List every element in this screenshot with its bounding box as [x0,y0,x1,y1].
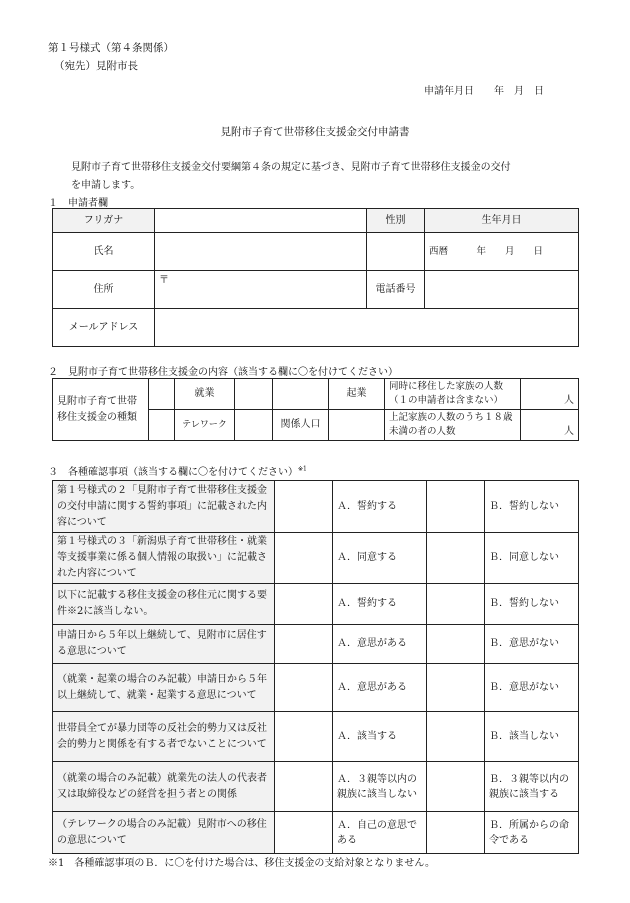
under18-label: 上記家族の人数のうち１８歳未満の者の人数 [385,410,521,441]
confirm-a-check[interactable] [275,584,333,625]
relation-check[interactable] [235,410,273,441]
confirmation-table [52,480,579,854]
confirm-a-check[interactable] [275,481,333,533]
email-field[interactable] [155,309,579,347]
confirm-a-check[interactable] [275,762,333,812]
family-count-unit[interactable]: 人 [521,379,579,410]
confirm-a-check[interactable] [275,625,333,664]
telework-label: テレワーク [175,410,235,441]
section1-heading: １ 申請者欄 [48,198,108,209]
confirm-item: 世帯員全てが暴力団等の反社会的勢力又は反社会的勢力と関係を有する者でないことについて [53,712,275,762]
addressee: （宛先）見附市長 [54,60,138,72]
form-number: 第１号様式（第４条関係） [48,42,174,54]
confirm-row [53,481,579,533]
address-label: 住所 [53,271,155,309]
confirm-item: （就業・起業の場合のみ記載）申請日から５年以上継続して、就業・起業する意思について [53,664,275,712]
confirm-b-label: Ｂ．３親等以内の親族に該当する [485,762,579,812]
confirm-item: 以下に記載する移住支援金の移住元に関する要件※2に該当しない。 [53,584,275,625]
confirm-a-label: Ａ．該当する [333,712,427,762]
confirm-item: 申請日から５年以上継続して、見附市に居住する意思について [53,625,275,664]
confirm-a-check[interactable] [275,533,333,584]
confirm-b-label: Ｂ．意思がない [485,625,579,664]
birth-label: 生年月日 [425,209,579,233]
confirm-a-label: Ａ．意思がある [333,625,427,664]
confirm-a-label: Ａ．誓約する [333,481,427,533]
confirm-b-check[interactable] [427,762,485,812]
support-type-table [52,378,579,441]
confirm-b-label: Ｂ．意思がない [485,664,579,712]
confirm-a-label: Ａ．同意する [333,533,427,584]
confirm-row [53,584,579,625]
confirm-b-check[interactable] [427,712,485,762]
confirm-b-check[interactable] [427,481,485,533]
confirm-a-label: Ａ．意思がある [333,664,427,712]
confirm-item: （テレワークの場合のみ記載）見附市への移住の意思について [53,812,275,854]
confirm-b-label: Ｂ．所属からの命令である [485,812,579,854]
intro-line-2: を申請します。 [71,180,141,191]
confirm-row [53,712,579,762]
confirm-item: 第１号様式の２「見附市子育て世帯移住支援金の交付申請に関する誓約事項」に記載された内容について [53,481,275,533]
confirm-a-check[interactable] [275,812,333,854]
confirm-row [53,664,579,712]
applicant-table [52,208,579,347]
furigana-field[interactable] [155,209,367,233]
confirm-b-check[interactable] [427,533,485,584]
confirm-a-label: Ａ．自己の意思である [333,812,427,854]
address-field[interactable] [155,271,367,309]
confirm-b-check[interactable] [427,584,485,625]
confirm-b-check[interactable] [427,625,485,664]
employment-label: 就業 [175,379,235,410]
family-count-label: 同時に移住した家族の人数（１の申請者は含まない） [385,379,521,410]
confirm-b-check[interactable] [427,664,485,712]
footnote: ※1 各種確認事項のＢ．に〇を付けた場合は、移住支援金の支給対象となりません。 [48,858,435,869]
birth-field[interactable]: 西暦 年 月 日 [425,233,579,271]
confirm-b-label: Ｂ．同意しない [485,533,579,584]
telework-check[interactable] [149,410,175,441]
confirm-row [53,533,579,584]
name-label: 氏名 [53,233,155,271]
phone-label: 電話番号 [367,271,425,309]
startup-label: 起業 [329,379,385,410]
furigana-label: フリガナ [53,209,155,233]
confirm-a-check[interactable] [275,712,333,762]
postal-mark: 〒 [159,275,169,286]
confirm-b-label: Ｂ．誓約しない [485,481,579,533]
intro-line-1: 見附市子育て世帯移住支援金交付要綱第４条の規定に基づき、見附市子育て世帯移住支援金の交付 [71,162,511,173]
phone-field[interactable] [425,271,579,309]
relation-blank[interactable] [329,410,385,441]
confirm-row [53,625,579,664]
support-type-label: 見附市子育て世帯移住支援金の種類 [53,379,149,441]
confirm-b-check[interactable] [427,812,485,854]
relation-label: 関係人口 [273,410,329,441]
under18-unit[interactable]: 人 [521,410,579,441]
confirm-item: （就業の場合のみ記載）就業先の法人の代表者又は取締役などの経営を担う者との関係 [53,762,275,812]
name-field[interactable] [155,233,367,271]
section2-heading: ２ 見附市子育て世帯移住支援金の内容（該当する欄に〇を付けてください） [48,367,398,378]
section3-heading-mark: ※1 [298,465,307,473]
confirm-row [53,762,579,812]
document-title: 見附市子育て世帯移住支援金交付申請書 [220,126,410,138]
confirm-row [53,812,579,854]
confirm-b-label: Ｂ．該当しない [485,712,579,762]
confirm-a-label: Ａ．３親等以内の親族に該当しない [333,762,427,812]
gender-label: 性別 [367,209,425,233]
confirm-item: 第１号様式の３「新潟県子育て世帯移住・就業等支援事業に係る個人情報の取扱い」に記載された内容について [53,533,275,584]
application-date: 申請年月日 年 月 日 [424,86,544,97]
gender-field[interactable] [367,233,425,271]
confirm-a-check[interactable] [275,664,333,712]
section3-heading: ３ 各種確認事項（該当する欄に〇を付けてください）$^{※1}$ [48,465,307,478]
startup-check[interactable] [235,379,273,410]
confirm-a-label: Ａ．誓約する [333,584,427,625]
email-label: メールアドレス [53,309,155,347]
confirm-b-label: Ｂ．誓約しない [485,584,579,625]
employment-check[interactable] [149,379,175,410]
startup-check-2[interactable] [273,379,329,410]
